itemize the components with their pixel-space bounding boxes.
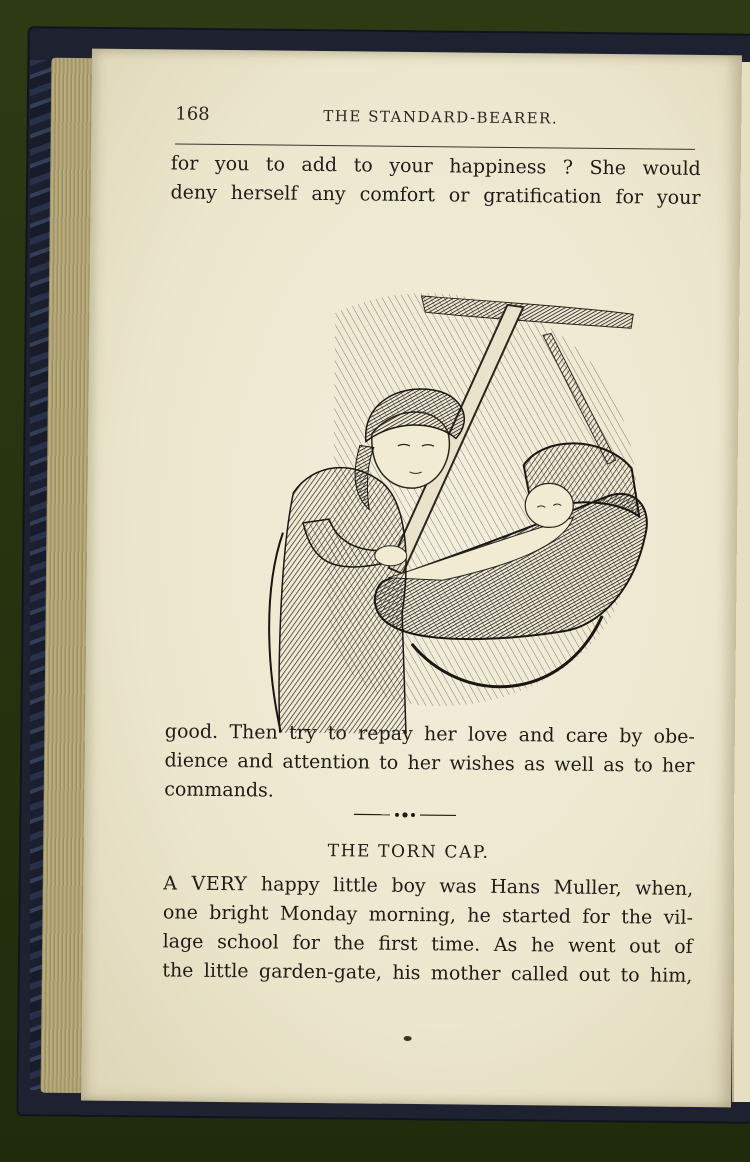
text-line: deny herself any comfort or gratification for your [170, 181, 701, 209]
continued-paragraph [164, 717, 695, 810]
story-paragraph [162, 869, 693, 991]
text-line: the little garden-gate, his mother called out to him, [162, 959, 693, 987]
top-paragraph [170, 149, 701, 213]
book-page [81, 49, 742, 1108]
text-line: for you to add to your happiness ? She would [170, 152, 701, 180]
engraving-illustration [181, 232, 666, 737]
page-number: 168 [175, 103, 210, 125]
text-line: good. Then try to repay her love and care by obe- [164, 720, 695, 748]
page-header [175, 103, 705, 133]
text-line: dience and attention to her wishes as well as to her [164, 749, 695, 777]
text-line: one bright Monday morning, he started for the vil- [162, 901, 694, 929]
small-caps-opening: A VERY [163, 872, 248, 896]
text-line: lage school for the first time. As he went out of [162, 930, 693, 958]
text-line: commands. [164, 778, 275, 802]
section-ornament [350, 807, 460, 822]
header-rule [175, 143, 695, 149]
text-fragment: happy little boy was Hans Muller, when, [247, 873, 694, 900]
story-title: THE TORN CAP. [327, 841, 490, 863]
running-title: THE STANDARD-BEARER. [323, 107, 559, 128]
ink-speck [404, 1036, 412, 1041]
